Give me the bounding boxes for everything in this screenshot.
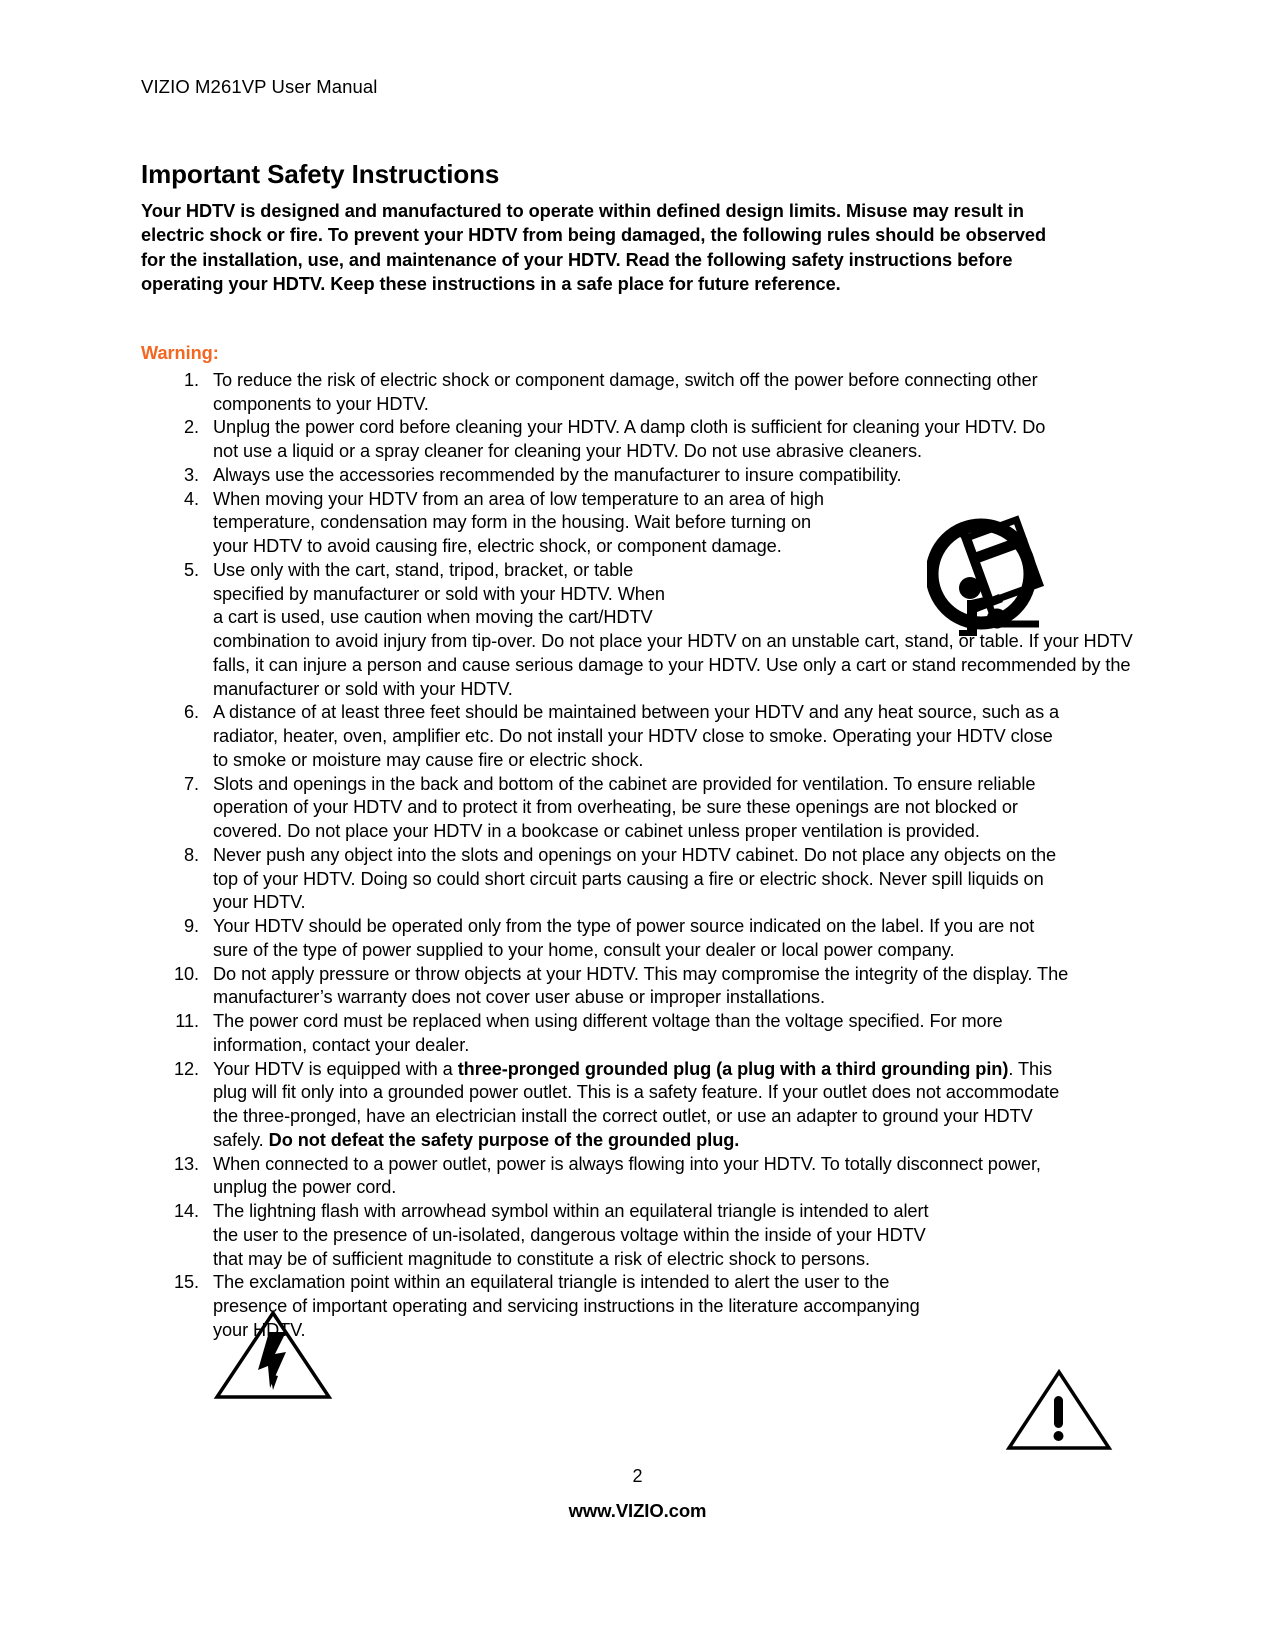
list-item-number: 5. — [183, 559, 199, 580]
icon-wrap-spacer — [931, 1271, 1071, 1321]
list-item-number: 3. — [183, 464, 199, 485]
body-text: . This plug will fit only into a grounded power outlet. This is a safety feature. If your outlet does not accommodate the three-pronged, have an electrician install the correct outlet, or use an adapter to ground your HDTV safely. — [213, 1058, 1060, 1150]
exclamation-triangle-icon — [1004, 1368, 1114, 1452]
safety-instruction-item — [141, 1153, 1071, 1201]
safety-instruction-item — [141, 1271, 1071, 1342]
list-item-text — [213, 1059, 1059, 1150]
list-item-text: Always use the accessories recommended by the manufacturer to insure compatibility. — [213, 464, 902, 485]
emphasis-text: Do not defeat the safety purpose of the grounded plug. — [268, 1129, 740, 1150]
safety-instruction-item — [141, 559, 1143, 702]
safety-instruction-list — [141, 369, 1133, 1343]
warning-heading: Warning: — [141, 342, 219, 363]
list-item-text: The power cord must be replaced when using different voltage than the voltage specified. For more information, contact your dealer. — [213, 1011, 1003, 1055]
list-item-number: 9. — [183, 916, 199, 937]
list-item-number: 2. — [183, 417, 199, 438]
list-item-number: 7. — [183, 773, 199, 794]
list-item-text: Your HDTV should be operated only from the type of power source indicated on the label. If you are not sure of the type of power supplied to your home, consult your dealer or local power company. — [213, 916, 1035, 960]
list-item-text: Slots and openings in the back and bottom of the cabinet are provided for ventilation. To ensure reliable operation of your HDTV and to protect it from overheating, be sure these openings are not blocked or covered. Do not place your HDTV in a bookcase or cabinet unless proper ventilation is provided. — [213, 773, 1036, 842]
safety-instruction-item — [141, 915, 1071, 963]
list-item-number: 14. — [173, 1201, 199, 1222]
website-url: www.VIZIO.com — [568, 1499, 707, 1521]
list-item-number: 1. — [183, 369, 199, 390]
list-item-text: Use only with the cart, stand, tripod, bracket, or table specified by manufacturer or sold with your HDTV. When a cart is used, use caution when moving the cart/HDTV combination to avoid injury from tip-over. Do not place your HDTV on an unstable cart, stand, or table. If your HDTV falls, it can injure a person and cause serious damage to your HDTV. Use only a cart or stand recommended by the manufacturer or sold with your HDTV. — [213, 559, 1133, 699]
list-item-text: A distance of at least three feet should be maintained between your HDTV and any heat source, such as a radiator, heater, oven, amplifier etc. Do not install your HDTV close to smoke. Operating your HDTV close to smoke or moisture may cause fire or electric shock. — [213, 702, 1060, 770]
list-item-number: 8. — [183, 844, 199, 865]
safety-instruction-item — [141, 1010, 1071, 1058]
icon-wrap-spacer — [833, 488, 993, 560]
emphasis-text: three-pronged grounded plug (a plug with a third grounding pin) — [457, 1058, 1009, 1079]
safety-instruction-item — [141, 1058, 1071, 1153]
list-item-text: To reduce the risk of electric shock or component damage, switch off the power before connecting other components to your HDTV. — [213, 369, 1038, 414]
list-item-text: Never push any object into the slots and openings on your HDTV cabinet. Do not place any objects on the top of your HDTV. Doing so could short circuit parts causing a fire or electric shock. Never spill liquids on your HDTV. — [213, 844, 1057, 913]
list-item-text: When moving your HDTV from an area of low temperature to an area of high temperature, condensation may form in the housing. Wait before turning on your HDTV to avoid causing fire, electric shock, or component damage. — [213, 488, 824, 557]
page-title: Important Safety Instructions — [141, 159, 500, 189]
list-item-text: Unplug the power cord before cleaning your HDTV. A damp cloth is sufficient for cleaning your HDTV. Do not use a liquid or a spray cleaner for cleaning your HDTV. Do not use abrasive cleaners. — [213, 417, 1046, 462]
list-item-number: 6. — [183, 702, 199, 723]
document-body — [141, 159, 1133, 1343]
page-header: VIZIO M261VP User Manual — [141, 76, 378, 97]
safety-instruction-item — [141, 464, 1071, 488]
list-item-text: The lightning flash with arrowhead symbol within an equilateral triangle is intended to alert the user to the presence of un-isolated, dangerous voltage within the inside of your HDTV that may be of sufficient magnitude to constitute a risk of electric shock to persons. — [213, 1201, 929, 1269]
list-item-number: 15. — [173, 1272, 199, 1293]
safety-instruction-item — [141, 488, 993, 559]
list-item-text: The exclamation point within an equilateral triangle is intended to alert the user to the presence of important operating and servicing instructions in the literature accompanying your HDTV. — [213, 1272, 920, 1340]
safety-instruction-item — [141, 844, 1071, 915]
page-footer — [0, 1466, 1275, 1522]
icon-wrap-spacer — [951, 1200, 1071, 1226]
intro-paragraph: Your HDTV is designed and manufactured to operate within defined design limits. Misuse may result in electric shock or fire. To prevent your HDTV from being damaged, the following rules should be observed for the installation, use, and maintenance of your HDTV. Read the following safety instructions before operating your HDTV. Keep these instructions in a safe place for future reference. — [141, 200, 1047, 295]
list-item-text: When connected to a power outlet, power is always flowing into your HDTV. To totally disconnect power, unplug the power cord. — [213, 1153, 1041, 1198]
icon-wrap-spacer — [673, 559, 833, 607]
safety-instruction-item — [141, 773, 1071, 844]
safety-instruction-item — [141, 1200, 1071, 1271]
safety-instruction-item — [141, 416, 1071, 464]
list-item-number: 4. — [183, 488, 199, 509]
safety-instruction-item — [141, 963, 1071, 1011]
list-item-number: 13. — [173, 1153, 199, 1174]
list-item-number: 11. — [175, 1011, 199, 1032]
page-number: 2 — [632, 1466, 643, 1486]
safety-instruction-item — [141, 701, 1071, 772]
list-item-text: Do not apply pressure or throw objects at your HDTV. This may compromise the integrity of the display. The manufacturer’s warranty does not cover user abuse or improper installations. — [213, 963, 1069, 1008]
list-item-number: 10. — [173, 963, 199, 984]
list-item-number: 12. — [173, 1058, 199, 1079]
safety-instruction-item — [141, 369, 1071, 417]
body-text: Your HDTV is equipped with a — [213, 1058, 458, 1079]
